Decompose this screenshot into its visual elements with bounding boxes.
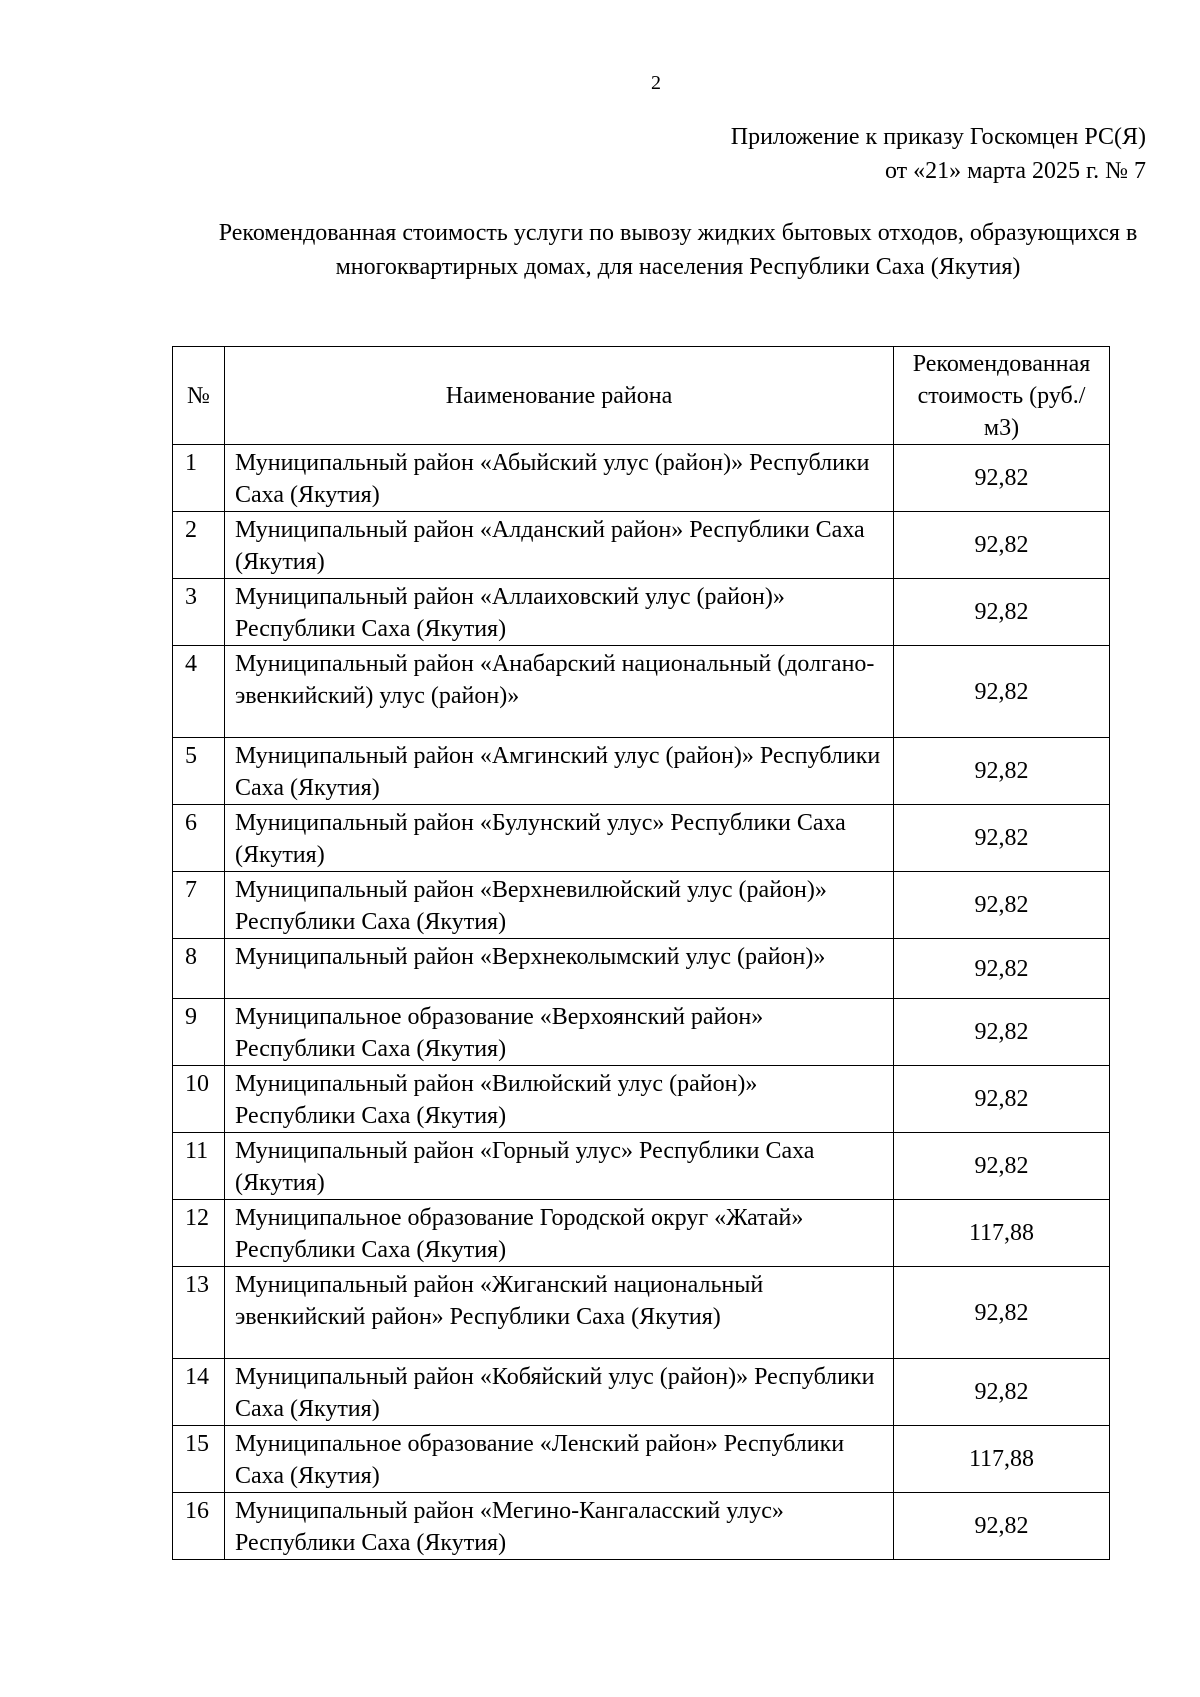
district-name: Муниципальный район «Горный улус» Республики Саха (Якутия) bbox=[225, 1133, 894, 1200]
district-name: Муниципальное образование «Ленский район» Республики Саха (Якутия) bbox=[225, 1426, 894, 1493]
district-name: Муниципальный район «Алданский район» Республики Саха (Якутия) bbox=[225, 512, 894, 579]
district-name: Муниципальное образование Городской округ «Жатай» Республики Саха (Якутия) bbox=[225, 1200, 894, 1267]
recommended-cost: 92,82 bbox=[894, 805, 1110, 872]
row-number: 12 bbox=[173, 1200, 225, 1267]
table-row bbox=[173, 1426, 1110, 1493]
district-name: Муниципальное образование «Верхоянский район» Республики Саха (Якутия) bbox=[225, 999, 894, 1066]
table-row bbox=[173, 999, 1110, 1066]
recommended-cost: 92,82 bbox=[894, 579, 1110, 646]
recommended-cost: 92,82 bbox=[894, 1359, 1110, 1426]
recommended-cost: 92,82 bbox=[894, 512, 1110, 579]
district-name: Муниципальный район «Булунский улус» Республики Саха (Якутия) bbox=[225, 805, 894, 872]
recommended-cost: 92,82 bbox=[894, 445, 1110, 512]
table-row bbox=[173, 738, 1110, 805]
district-name: Муниципальный район «Вилюйский улус (район)» Республики Саха (Якутия) bbox=[225, 1066, 894, 1133]
recommended-cost: 92,82 bbox=[894, 1066, 1110, 1133]
recommended-cost: 92,82 bbox=[894, 646, 1110, 738]
table-row bbox=[173, 1493, 1110, 1560]
page-number: 2 bbox=[651, 72, 661, 94]
appendix-line-1: Приложение к приказу Госкомцен РС(Я) bbox=[730, 124, 1146, 150]
row-number: 16 bbox=[173, 1493, 225, 1560]
recommended-cost: 92,82 bbox=[894, 738, 1110, 805]
row-number: 14 bbox=[173, 1359, 225, 1426]
district-name: Муниципальный район «Жиганский национальный эвенкийский район» Республики Саха (Якутия) bbox=[225, 1267, 894, 1359]
document-heading: Рекомендованная стоимость услуги по вывозу жидких бытовых отходов, образующихся в многоквартирных домах, для населения Республики Саха (Якутия) bbox=[218, 220, 1138, 280]
row-number: 2 bbox=[173, 512, 225, 579]
table-row bbox=[173, 939, 1110, 999]
row-number: 8 bbox=[173, 939, 225, 999]
row-number: 5 bbox=[173, 738, 225, 805]
district-name: Муниципальный район «Анабарский национальный (долгано-эвенкийский) улус (район)» bbox=[225, 646, 894, 738]
district-name: Муниципальный район «Абыйский улус (район)» Республики Саха (Якутия) bbox=[225, 445, 894, 512]
row-number: 6 bbox=[173, 805, 225, 872]
district-name: Муниципальный район «Амгинский улус (район)» Республики Саха (Якутия) bbox=[225, 738, 894, 805]
recommended-cost: 92,82 bbox=[894, 1133, 1110, 1200]
header-number: № bbox=[173, 347, 225, 445]
district-name: Муниципальный район «Аллаиховский улус (район)» Республики Саха (Якутия) bbox=[225, 579, 894, 646]
row-number: 1 bbox=[173, 445, 225, 512]
header-district-name: Наименование района bbox=[225, 347, 894, 445]
row-number: 13 bbox=[173, 1267, 225, 1359]
row-number: 15 bbox=[173, 1426, 225, 1493]
row-number: 9 bbox=[173, 999, 225, 1066]
table-row bbox=[173, 805, 1110, 872]
table-row bbox=[173, 445, 1110, 512]
table-row bbox=[173, 1200, 1110, 1267]
district-name: Муниципальный район «Мегино-Кангаласский улус» Республики Саха (Якутия) bbox=[225, 1493, 894, 1560]
recommended-cost: 92,82 bbox=[894, 939, 1110, 999]
table-row bbox=[173, 872, 1110, 939]
district-name: Муниципальный район «Кобяйский улус (район)» Республики Саха (Якутия) bbox=[225, 1359, 894, 1426]
appendix-block bbox=[731, 120, 1146, 188]
table-row bbox=[173, 1133, 1110, 1200]
appendix-line-2: от «21» марта 2025 г. № 7 bbox=[885, 158, 1146, 184]
row-number: 10 bbox=[173, 1066, 225, 1133]
header-cost: Рекомендованная стоимость (руб./м3) bbox=[894, 347, 1110, 445]
recommended-cost: 92,82 bbox=[894, 1267, 1110, 1359]
row-number: 3 bbox=[173, 579, 225, 646]
table-row bbox=[173, 579, 1110, 646]
table-body bbox=[173, 445, 1110, 1560]
row-number: 4 bbox=[173, 646, 225, 738]
recommended-cost: 117,88 bbox=[894, 1426, 1110, 1493]
row-number: 7 bbox=[173, 872, 225, 939]
table-header-row bbox=[173, 347, 1110, 445]
district-name: Муниципальный район «Верхнеколымский улус (район)» bbox=[225, 939, 894, 999]
table-row bbox=[173, 1267, 1110, 1359]
recommended-cost: 92,82 bbox=[894, 999, 1110, 1066]
recommended-cost: 117,88 bbox=[894, 1200, 1110, 1267]
table-row bbox=[173, 646, 1110, 738]
district-name: Муниципальный район «Верхневилюйский улус (район)» Республики Саха (Якутия) bbox=[225, 872, 894, 939]
table-row bbox=[173, 1066, 1110, 1133]
table-row bbox=[173, 1359, 1110, 1426]
rates-table bbox=[172, 346, 1110, 1560]
recommended-cost: 92,82 bbox=[894, 1493, 1110, 1560]
recommended-cost: 92,82 bbox=[894, 872, 1110, 939]
row-number: 11 bbox=[173, 1133, 225, 1200]
table-row bbox=[173, 512, 1110, 579]
